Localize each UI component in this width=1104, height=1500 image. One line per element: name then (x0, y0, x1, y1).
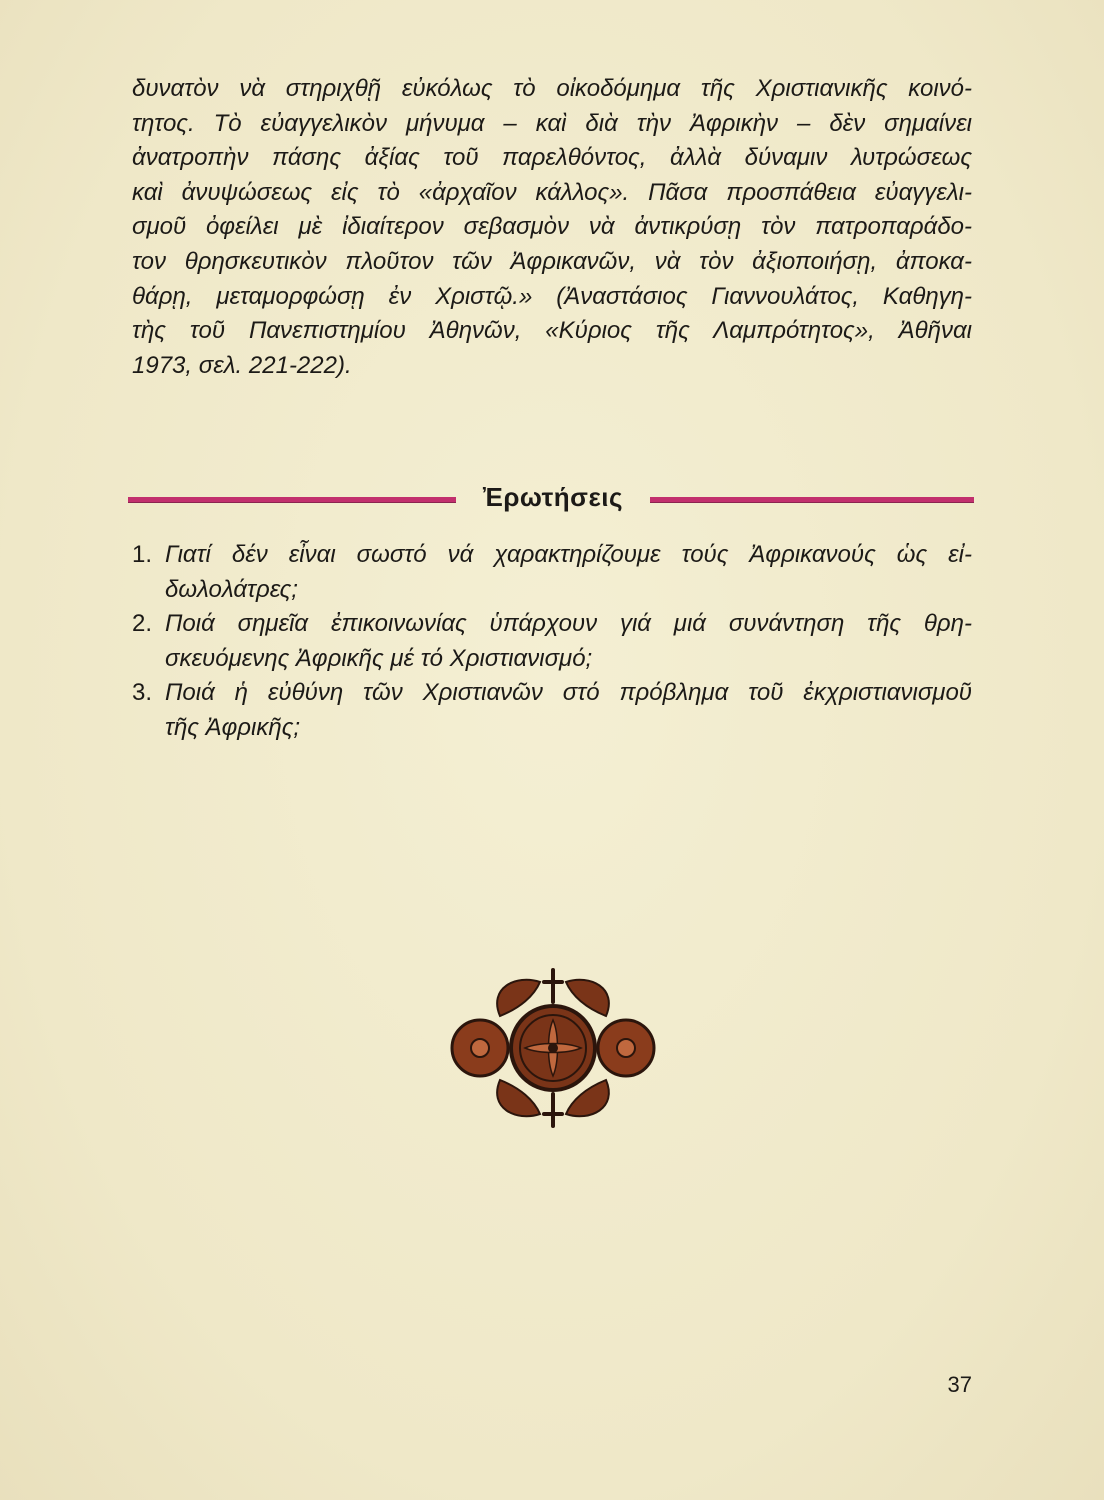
quote-paragraph (132, 72, 972, 383)
question-number: 3. (132, 679, 153, 707)
page-number: 37 (947, 1372, 972, 1397)
question-item (132, 538, 972, 607)
quote-line: θάρῃ, μεταμορφώσῃ ἐν Χριστῷ.» (Ἀναστάσιος Γιαννουλάτος, Καθηγη- (132, 282, 972, 310)
quote-line: σμοῦ ὀφείλει μὲ ἰδιαίτερον σεβασμὸν νὰ ἀντικρύσῃ τὸν πατροπαράδο- (132, 213, 972, 241)
question-number: 2. (132, 610, 153, 638)
question-line: Ποιά ἡ εὐθύνη τῶν Χριστιανῶν στό πρόβλημα τοῦ ἐκχριστιανισμοῦ (165, 679, 972, 707)
heading-rule-right (650, 497, 974, 503)
quote-line: δυνατὸν νὰ στηριχθῇ εὐκόλως τὸ οἰκοδόμημα τῆς Χριστιανικῆς κοινό- (132, 75, 972, 102)
question-number: 1. (132, 541, 153, 568)
questions-list (132, 538, 972, 746)
quote-line: ἀνατροπὴν πάσης ἀξίας τοῦ παρελθόντος, ἀλλὰ δύναμιν λυτρώσεως (132, 144, 972, 172)
quote-line: τον θρησκευτικὸν πλοῦτον τῶν Ἀφρικανῶν, νὰ τὸν ἀξιοποιήσῃ, ἀποκα- (132, 247, 972, 275)
quote-line: τὴς τοῦ Πανεπιστημίου Ἀθηνῶν, «Κύριος τῆς Λαμπρότητος», Ἀθῆναι (132, 317, 972, 345)
quote-line: 1973, σελ. 221-222). (132, 351, 352, 379)
quote-line: τητος. Τὸ εὐαγγελικὸν μήνυμα – καὶ διὰ τὴν Ἀφρικὴν – δὲν σημαίνει (132, 109, 972, 137)
question-line: σκευόμενης Ἀφρικῆς μέ τό Χριστιανισμό; (165, 644, 593, 672)
question-line: Γιατί δέν εἶναι σωστό νά χαρακτηρίζουμε τούς Ἀφρικανούς ὡς εἰ- (165, 541, 972, 568)
question-item (132, 607, 972, 676)
heading-title: Ἐρωτήσεις (482, 482, 624, 512)
quote-line: καὶ ἀνυψώσεως εἰς τὸ «ἀρχαῖον κάλλος». Πᾶσα προσπάθεια εὐαγγελι- (132, 178, 972, 206)
coptic-cross-ornament-icon (428, 968, 678, 1128)
question-line: τῆς Ἀφρικῆς; (165, 713, 301, 741)
question-line: Ποιά σημεῖα ἐπικοινωνίας ὑπάρχουν γιά μιά συνάντηση τῆς θρη- (165, 610, 972, 638)
heading-rule-left (128, 497, 456, 503)
question-line: δωλολάτρες; (165, 575, 298, 603)
questions-heading (128, 476, 974, 524)
question-item (132, 676, 972, 745)
